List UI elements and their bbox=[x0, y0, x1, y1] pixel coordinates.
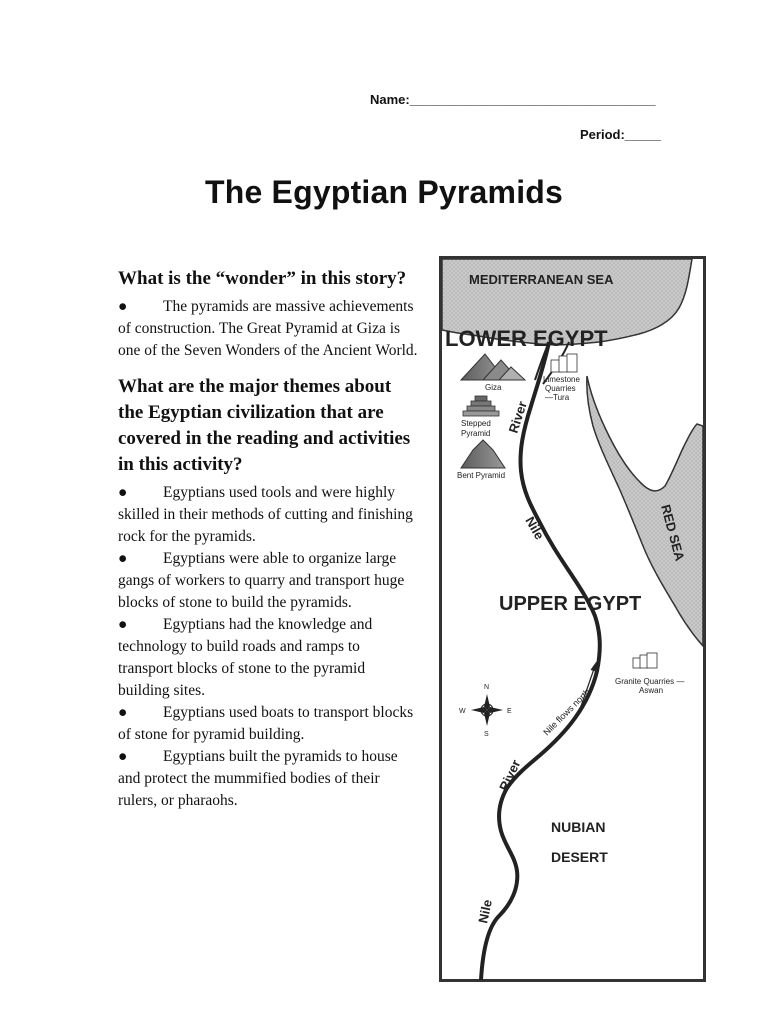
wonder-answer-list bbox=[118, 296, 418, 362]
legend-label-stepped: Stepped bbox=[461, 419, 491, 428]
compass-n-label: N bbox=[484, 684, 490, 691]
themes-answer-list bbox=[118, 482, 418, 812]
bullet-text: Egyptians were able to organize large gangs of workers to quarry and transport huge blocks of stone to build the pyramids. bbox=[118, 550, 405, 611]
bullet-icon: ● bbox=[118, 616, 128, 633]
compass-s-label: S bbox=[484, 731, 489, 738]
map-label-desert: DESERT bbox=[551, 849, 608, 865]
period-field-label: Period:_____ bbox=[580, 127, 661, 142]
map-label-nile-upper: Nile bbox=[522, 514, 548, 543]
list-item bbox=[118, 548, 418, 614]
page-title: The Egyptian Pyramids bbox=[204, 174, 564, 210]
map-label-nile-flows: Nile flows north bbox=[541, 686, 592, 738]
legend-label-giza: Giza bbox=[485, 383, 502, 392]
question-wonder: What is the “wonder” in this story? bbox=[118, 268, 407, 289]
map-label-nubian: NUBIAN bbox=[551, 819, 606, 835]
question-themes: What are the major themes about the Egyptian civilization that are covered in the reading and activities in this activity? bbox=[118, 376, 411, 475]
compass-e-label: E bbox=[507, 708, 512, 715]
egypt-map bbox=[439, 256, 707, 988]
map-label-nile-lower: Nile bbox=[475, 898, 495, 925]
list-item bbox=[118, 614, 418, 702]
bullet-text: Egyptians had the knowledge and technology to build roads and ramps to transport blocks of stone to the pyramid building sites. bbox=[118, 616, 373, 699]
bullet-icon: ● bbox=[118, 550, 128, 567]
limestone-label-1: Limestone bbox=[543, 375, 580, 384]
bullet-text: Egyptians built the pyramids to house and protect the mummified bodies of their rulers, or pharaohs. bbox=[118, 748, 398, 809]
bullet-text: Egyptians used boats to transport blocks of stone for pyramid building. bbox=[118, 704, 414, 743]
legend-label-pyramid: Pyramid bbox=[461, 429, 491, 438]
bullet-icon: ● bbox=[118, 704, 128, 721]
list-item bbox=[118, 702, 418, 746]
bullet-text: The pyramids are massive achievements of construction. The Great Pyramid at Giza is one of the Seven Wonders of the Ancient World. bbox=[118, 298, 418, 359]
list-item bbox=[118, 482, 418, 548]
map-label-river-upper: River bbox=[505, 399, 530, 435]
granite-label-2: Aswan bbox=[639, 686, 664, 695]
list-item bbox=[118, 296, 418, 362]
map-label-river-lower: River bbox=[496, 757, 524, 794]
limestone-label-2: Quarries bbox=[545, 384, 576, 393]
bullet-icon: ● bbox=[118, 748, 128, 765]
map-label-red-sea: RED SEA bbox=[658, 502, 688, 563]
bullet-text: Egyptians used tools and were highly skilled in their methods of cutting and finishing rock for the pyramids. bbox=[118, 484, 413, 545]
map-label-lower-egypt: LOWER EGYPT bbox=[445, 326, 608, 351]
legend-label-bent: Bent Pyramid bbox=[457, 471, 506, 480]
map-svg bbox=[439, 256, 707, 983]
limestone-label-3: —Tura bbox=[545, 393, 570, 402]
granite-label-1: Granite Quarries — bbox=[615, 677, 685, 686]
compass-w-label: W bbox=[459, 708, 466, 715]
bullet-icon: ● bbox=[118, 298, 128, 315]
list-item bbox=[118, 746, 418, 812]
text-column bbox=[118, 266, 418, 812]
name-field-label: Name:__________________________________ bbox=[370, 92, 656, 107]
map-label-sea: MEDITERRANEAN SEA bbox=[469, 272, 614, 287]
map-label-upper-egypt: UPPER EGYPT bbox=[499, 593, 642, 615]
bullet-icon: ● bbox=[118, 484, 128, 501]
